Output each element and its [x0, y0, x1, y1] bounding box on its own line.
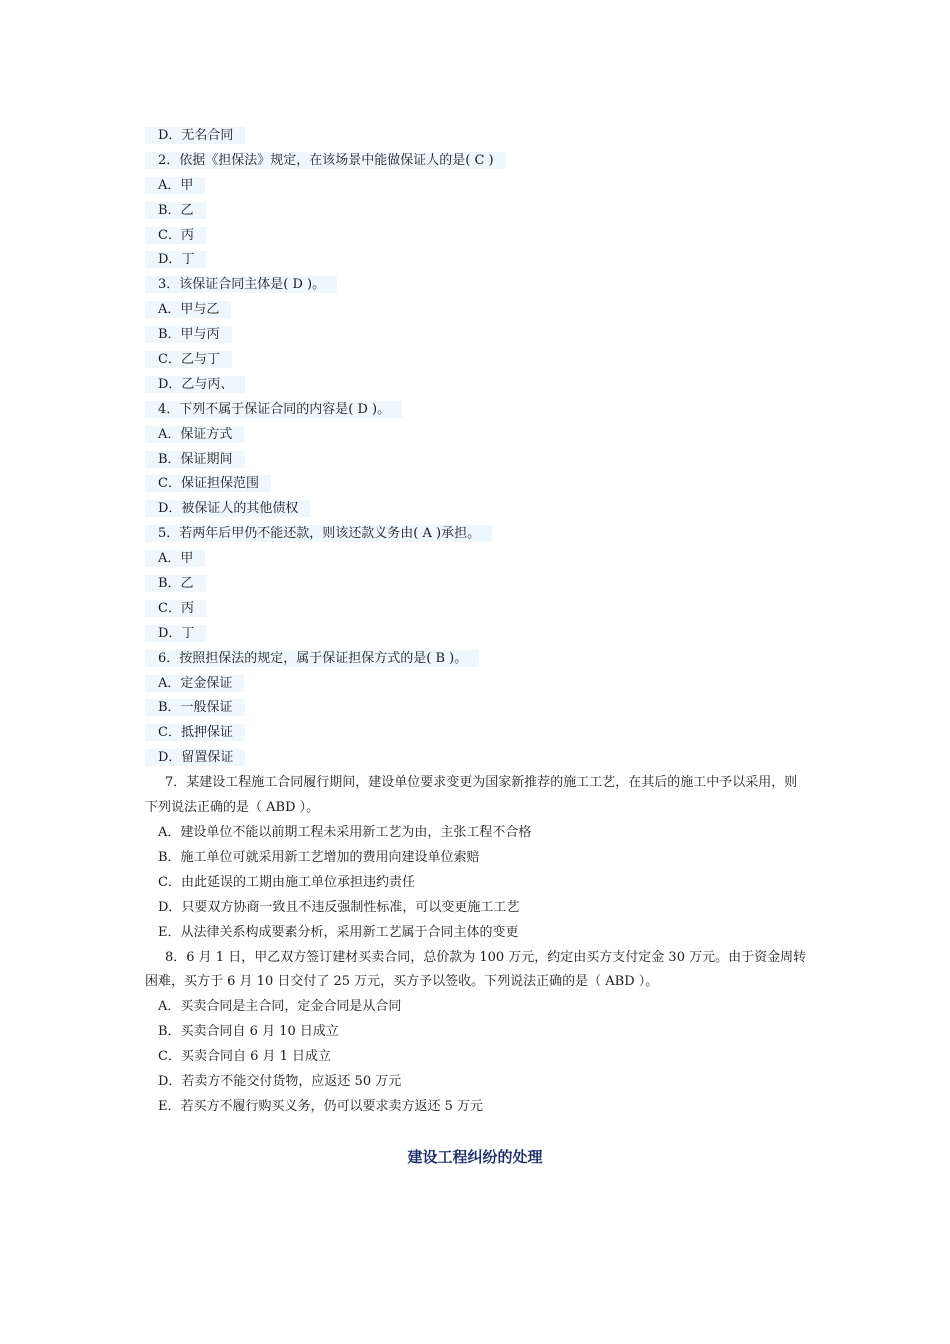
option-line: D．被保证人的其他债权: [145, 497, 810, 522]
option-line: D．只要双方协商一致且不违反强制性标准，可以变更施工工艺: [158, 899, 520, 915]
question-7: [145, 771, 810, 945]
option-line: C．由此延误的工期由施工单位承担违约责任: [158, 874, 415, 890]
option-line: E．从法律关系构成要素分析，采用新工艺属于合同主体的变更: [158, 924, 519, 940]
option-line: D．无名合同: [145, 124, 810, 149]
option-line: D．若卖方不能交付货物，应返还 50 万元: [158, 1074, 402, 1090]
option-line: C．保证担保范围: [145, 472, 810, 497]
option-line: B．乙: [145, 572, 810, 597]
question-8: [145, 946, 810, 1120]
option-line: B．买卖合同自 6 月 10 日成立: [158, 1024, 339, 1040]
question-stem: 7．某建设工程施工合同履行期间，建设单位要求变更为国家新推荐的施工工艺，在其后的施工中予以采用，则下列说法正确的是（ ABD ）。: [145, 775, 798, 816]
option-line: C．乙与丁: [145, 348, 810, 373]
option-line: B．施工单位可就采用新工艺增加的费用向建设单位索赔: [158, 849, 480, 865]
option-line: A．建设单位不能以前期工程未采用新工艺为由，主张工程不合格: [158, 824, 532, 840]
option-line: B．甲与丙: [145, 323, 810, 348]
option-line: B．一般保证: [145, 696, 810, 721]
option-line: A．甲: [145, 547, 810, 572]
option-line: D．乙与丙、: [145, 373, 810, 398]
question-line: 3．该保证合同主体是( D )。: [145, 273, 810, 298]
option-line: B．保证期间: [145, 448, 810, 473]
option-line: D．留置保证: [145, 746, 810, 771]
option-line: A．保证方式: [145, 423, 810, 448]
section-title: 建设工程纠纷的处理: [407, 1148, 543, 1166]
option-line: C．丙: [145, 597, 810, 622]
option-line: A．甲: [145, 174, 810, 199]
question-stem: 8．6 月 1 日，甲乙双方签订建材买卖合同，总价款为 100 万元，约定由买方支付定金 30 万元。由于资金周转困难，买方于 6 月 10 日交付了 25 万元，买方予以签收。下列说法正确的是（ ABD ）。: [145, 949, 807, 990]
question-line: 2．依据《担保法》规定，在该场景中能做保证人的是( C ): [145, 149, 810, 174]
question-block-2-6: [145, 124, 810, 771]
document-body: [145, 124, 810, 1120]
question-line: 5．若两年后甲仍不能还款，则该还款义务由( A )承担。: [145, 522, 810, 547]
question-line: 6．按照担保法的规定，属于保证担保方式的是( B )。: [145, 647, 810, 672]
option-line: C．抵押保证: [145, 721, 810, 746]
option-line: C．丙: [145, 224, 810, 249]
option-line: A．定金保证: [145, 672, 810, 697]
option-line: D．丁: [145, 622, 810, 647]
option-line: B．乙: [145, 199, 810, 224]
question-line: 4．下列不属于保证合同的内容是( D )。: [145, 398, 810, 423]
option-line: A．买卖合同是主合同，定金合同是从合同: [158, 999, 402, 1015]
option-line: C．买卖合同自 6 月 1 日成立: [158, 1049, 332, 1065]
option-line: D．丁: [145, 248, 810, 273]
option-line: A．甲与乙: [145, 298, 810, 323]
option-line: E．若买方不履行购买义务，仍可以要求卖方返还 5 万元: [158, 1098, 484, 1114]
